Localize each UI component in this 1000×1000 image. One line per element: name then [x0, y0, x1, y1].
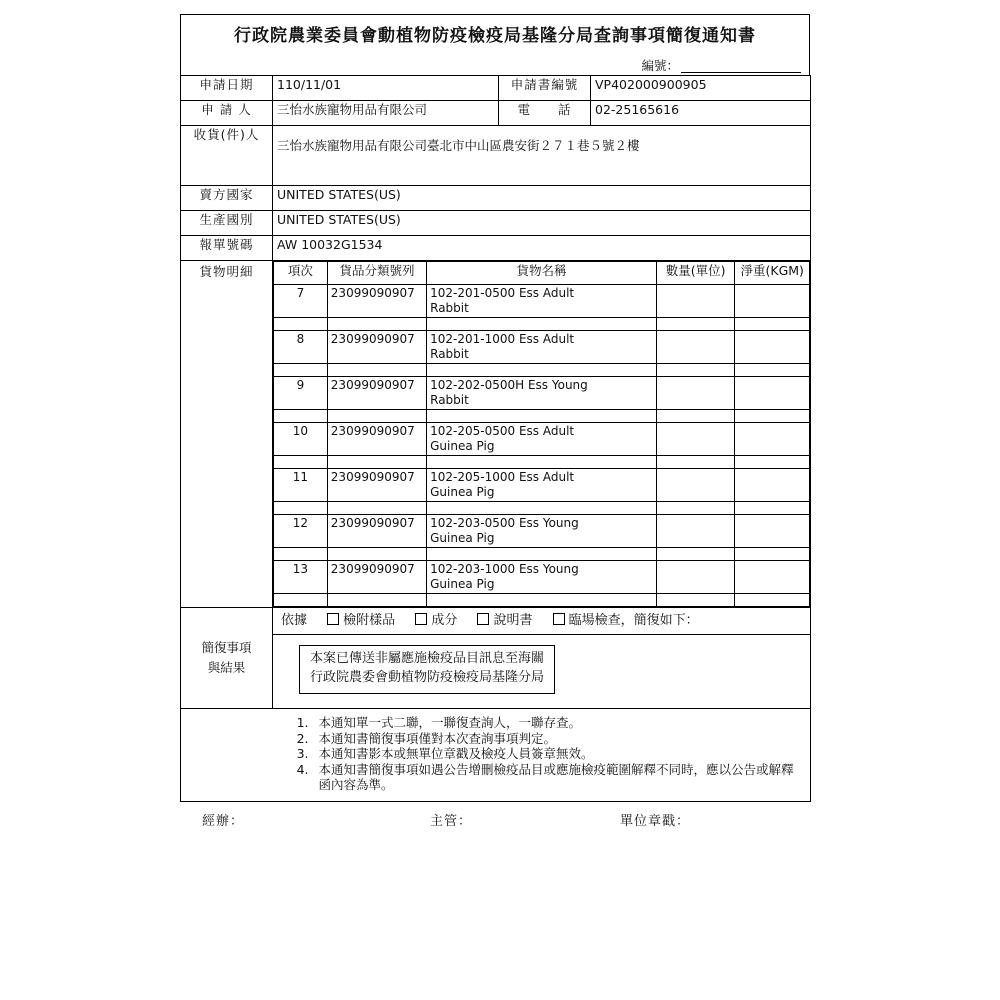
row-spacer	[274, 594, 810, 607]
goods-qty	[656, 469, 735, 502]
goods-name-line2: Guinea Pig	[430, 577, 495, 591]
goods-name	[427, 377, 657, 410]
apply-date-value: 110/11/01	[273, 76, 499, 101]
footer-unit-seal: 單位章戳：	[620, 814, 691, 830]
basis-option-2: 說明書	[493, 613, 533, 628]
goods-qty	[656, 377, 735, 410]
row-spacer	[274, 456, 810, 469]
goods-code: 23099090907	[327, 331, 426, 364]
goods-code: 23099090907	[327, 423, 426, 456]
goods-seq: 12	[274, 515, 328, 548]
row-seller-country	[181, 186, 811, 211]
table-row	[274, 469, 810, 502]
notes-label-cell	[181, 708, 273, 801]
goods-name-line2: Rabbit	[430, 347, 469, 361]
row-receiver	[181, 126, 811, 186]
basis-suffix: ，簡復如下：	[620, 613, 699, 628]
seller-country-value: UNITED STATES(US)	[273, 186, 811, 211]
row-spacer	[274, 548, 810, 561]
row-basis-and-result	[181, 608, 811, 709]
document-title: 行政院農業委員會動植物防疫檢疫局基隆分局查詢事項簡復通知書	[180, 14, 810, 53]
table-row	[274, 377, 810, 410]
receiver-value: 三怡水族寵物用品有限公司臺北市中山區農安街２７１巷５號２樓	[273, 126, 811, 186]
goods-code: 23099090907	[327, 377, 426, 410]
row-goods-detail	[181, 261, 811, 608]
row-declaration	[181, 236, 811, 261]
basis-label: 依據	[281, 613, 308, 628]
table-row	[274, 561, 810, 594]
goods-name	[427, 515, 657, 548]
checkbox-ingredient[interactable]	[415, 613, 427, 625]
goods-detail-label: 貨物明細	[181, 261, 273, 608]
declaration-value: AW 10032G1534	[273, 236, 811, 261]
goods-name-line2: Guinea Pig	[430, 439, 495, 453]
result-label	[181, 608, 273, 709]
result-label-line1: 簡復事項	[201, 639, 252, 655]
goods-weight	[735, 377, 810, 410]
goods-header-seq: 項次	[274, 262, 328, 285]
goods-name-line2: Guinea Pig	[430, 531, 495, 545]
checkbox-instruction[interactable]	[477, 613, 489, 625]
notes-list	[283, 715, 805, 793]
stamp-line2: 行政院農委會動植物防疫檢疫局基隆分局	[310, 670, 545, 686]
serial-number-label: 編號：	[641, 58, 679, 73]
declaration-label: 報單號碼	[181, 236, 273, 261]
applicant-label: 申 請 人	[181, 101, 273, 126]
footer-clerk: 經辦：	[202, 814, 245, 830]
checkbox-onsite-inspection[interactable]	[553, 613, 565, 625]
goods-qty	[656, 515, 735, 548]
goods-header-row	[274, 262, 810, 285]
form-table	[180, 75, 811, 802]
apply-no-value: VP402000900905	[591, 76, 811, 101]
goods-name-line2: Rabbit	[430, 301, 469, 315]
row-notes	[181, 708, 811, 801]
result-stamp-area	[273, 635, 810, 708]
origin-label: 生產國別	[181, 211, 273, 236]
goods-seq: 10	[274, 423, 328, 456]
goods-qty	[656, 331, 735, 364]
result-stamp	[299, 645, 555, 694]
row-spacer	[274, 318, 810, 331]
goods-table	[273, 261, 810, 607]
goods-seq: 9	[274, 377, 328, 410]
goods-qty	[656, 285, 735, 318]
list-item: 1. 本通知單一式二聯，一聯復查詢人，一聯存查。	[313, 715, 805, 731]
goods-weight	[735, 561, 810, 594]
goods-name-line1: 102-205-0500 Ess Adult	[430, 424, 575, 438]
goods-detail-cell	[273, 261, 811, 608]
goods-name-line1: 102-203-0500 Ess Young	[430, 516, 579, 530]
phone-label: 電 話	[499, 101, 591, 126]
footer-signatures	[180, 802, 810, 836]
goods-name-line1: 102-205-1000 Ess Adult	[430, 470, 575, 484]
serial-number-line	[681, 72, 801, 73]
goods-name-line2: Guinea Pig	[430, 485, 495, 499]
serial-number-row	[180, 53, 810, 75]
table-row	[274, 423, 810, 456]
list-item: 2. 本通知書簡復事項僅對本次查詢事項判定。	[313, 731, 805, 747]
applicant-value: 三怡水族寵物用品有限公司	[273, 101, 499, 126]
goods-weight	[735, 423, 810, 456]
goods-seq: 7	[274, 285, 328, 318]
row-spacer	[274, 410, 810, 423]
goods-name	[427, 423, 657, 456]
stamp-line1: 本案已傳送非屬應施檢疫品目訊息至海關	[310, 651, 545, 667]
apply-date-label: 申請日期	[181, 76, 273, 101]
goods-qty	[656, 423, 735, 456]
goods-code: 23099090907	[327, 285, 426, 318]
row-spacer	[274, 502, 810, 515]
table-row	[274, 285, 810, 318]
goods-header-qty: 數量(單位)	[656, 262, 735, 285]
goods-name-line2: Rabbit	[430, 393, 469, 407]
goods-weight	[735, 285, 810, 318]
seller-country-label: 賣方國家	[181, 186, 273, 211]
apply-no-label: 申請書編號	[499, 76, 591, 101]
table-row	[274, 331, 810, 364]
goods-name	[427, 561, 657, 594]
table-row	[274, 515, 810, 548]
goods-weight	[735, 331, 810, 364]
basis-option-3: 臨場檢查	[568, 613, 621, 628]
result-cell	[273, 608, 811, 709]
goods-code: 23099090907	[327, 515, 426, 548]
row-applicant	[181, 101, 811, 126]
row-spacer	[274, 364, 810, 377]
goods-seq: 13	[274, 561, 328, 594]
goods-code: 23099090907	[327, 469, 426, 502]
goods-header-code: 貨品分類號列	[327, 262, 426, 285]
phone-value: 02-25165616	[591, 101, 811, 126]
goods-weight	[735, 469, 810, 502]
goods-name	[427, 331, 657, 364]
goods-code: 23099090907	[327, 561, 426, 594]
result-label-line2: 與結果	[207, 659, 246, 675]
checkbox-sample[interactable]	[327, 613, 339, 625]
row-origin	[181, 211, 811, 236]
list-item: 4. 本通知書簡復事項如遇公告增刪檢疫品目或應施檢疫範圍解釋不同時，應以公告或解釋函內容為準。	[313, 762, 805, 793]
goods-header-name: 貨物名稱	[427, 262, 657, 285]
row-apply-date	[181, 76, 811, 101]
basis-option-1: 成分	[431, 613, 458, 628]
receiver-label: 收貨(件)人	[181, 126, 273, 186]
footer-supervisor: 主管：	[430, 814, 473, 830]
basis-option-0: 檢附樣品	[343, 613, 396, 628]
origin-value: UNITED STATES(US)	[273, 211, 811, 236]
notification-form	[180, 14, 810, 836]
goods-name	[427, 285, 657, 318]
goods-weight	[735, 515, 810, 548]
goods-name-line1: 102-201-1000 Ess Adult	[430, 332, 575, 346]
goods-name	[427, 469, 657, 502]
goods-qty	[656, 561, 735, 594]
goods-name-line1: 102-201-0500 Ess Adult	[430, 286, 575, 300]
goods-seq: 11	[274, 469, 328, 502]
notes-cell	[273, 708, 811, 801]
goods-header-weight: 淨重(KGM)	[735, 262, 810, 285]
goods-name-line1: 102-202-0500H Ess Young	[430, 378, 588, 392]
basis-row	[273, 608, 810, 635]
list-item: 3. 本通知書影本或無單位章戳及檢疫人員簽章無效。	[313, 746, 805, 762]
goods-seq: 8	[274, 331, 328, 364]
goods-name-line1: 102-203-1000 Ess Young	[430, 562, 579, 576]
